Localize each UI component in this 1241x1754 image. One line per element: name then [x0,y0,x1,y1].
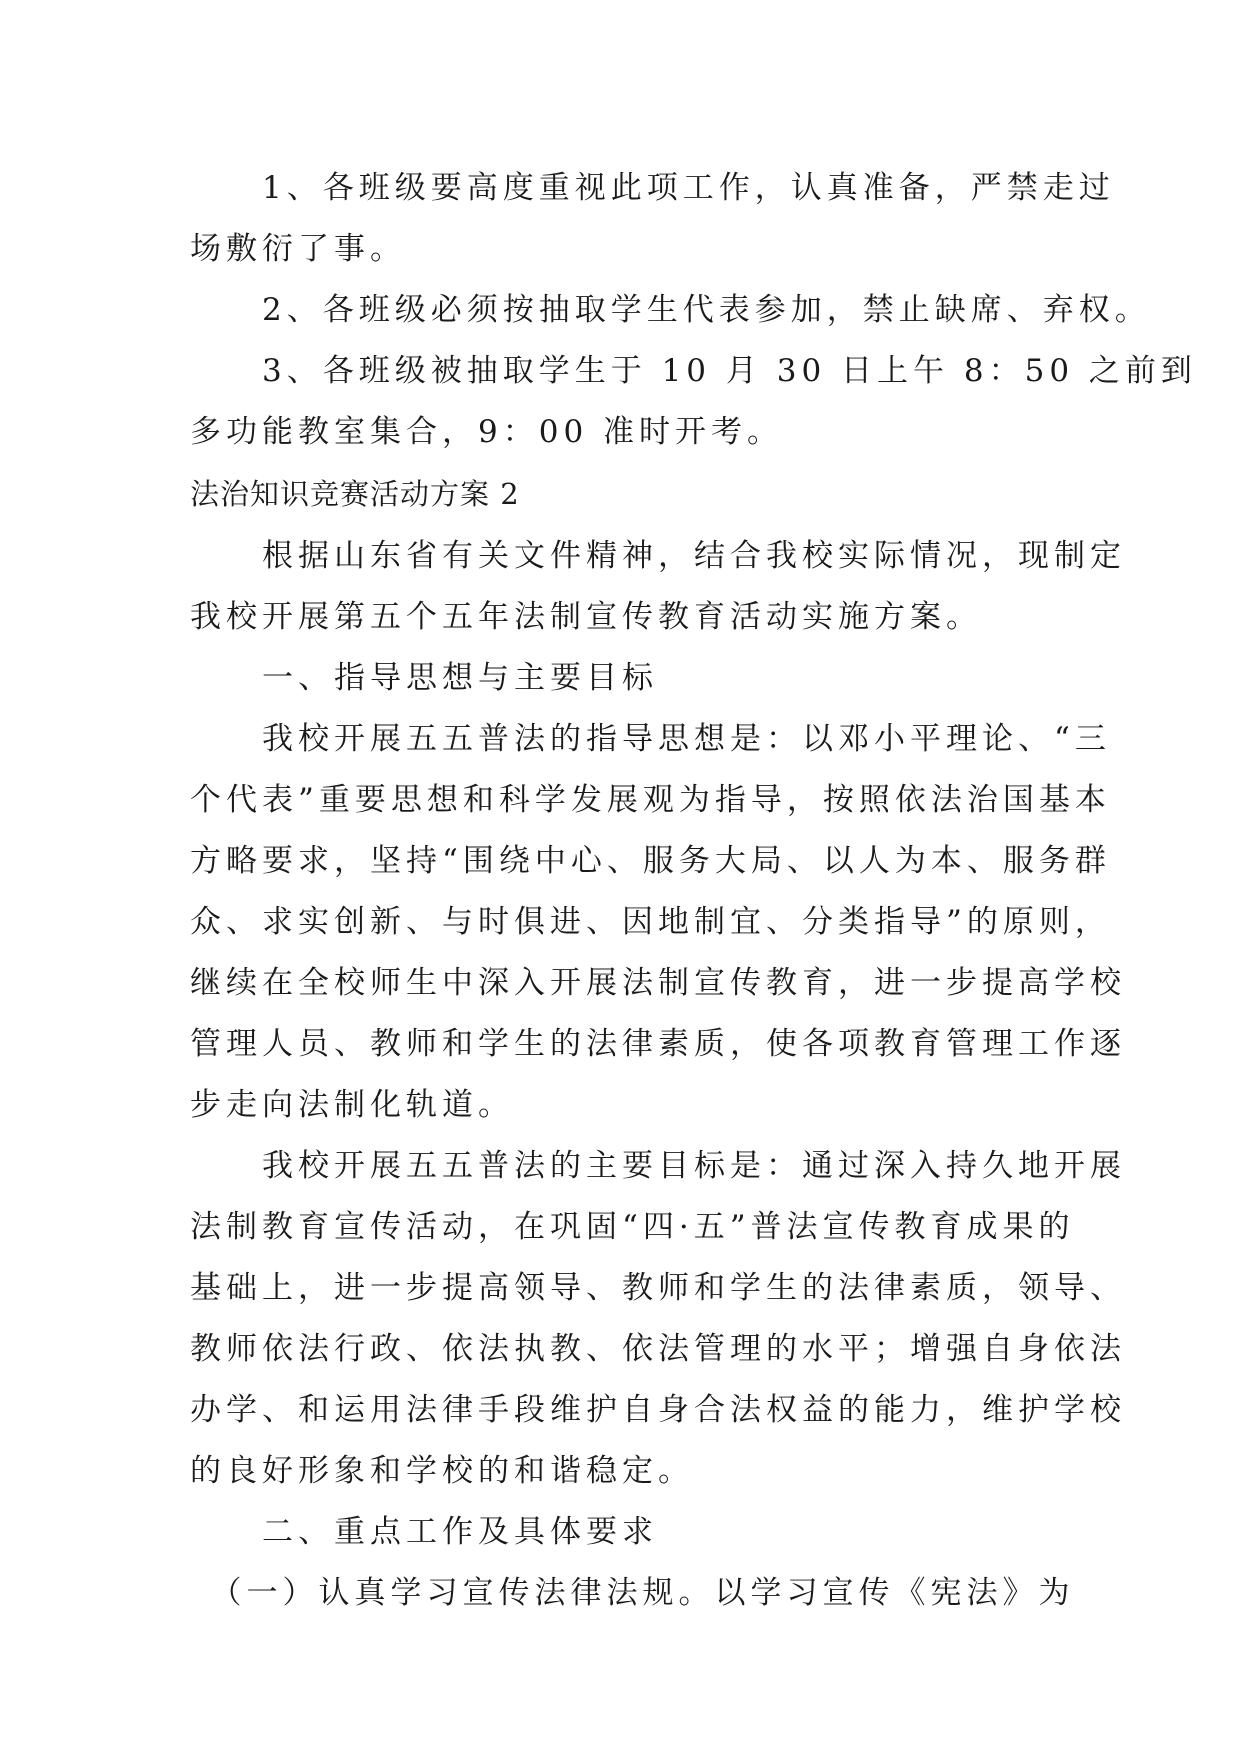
paragraph-line: 1、各班级要高度重视此项工作，认真准备，严禁走过 [190,170,1115,206]
paragraph-line: 个代表”重要思想和科学发展观为指导，按照依法治国基本 [190,782,1111,818]
paragraph-line: 办学、和运用法律手段维护自身合法权益的能力，维护学校 [190,1392,1126,1428]
paragraph-line: 管理人员、教师和学生的法律素质，使各项教育管理工作逐 [190,1026,1126,1062]
paragraph-line: 3、各班级被抽取学生于 10 月 30 日上午 8：50 之前到 [190,353,1197,389]
paragraph-line: 我校开展第五个五年法制宣传教育活动实施方案。 [190,599,982,635]
paragraph-line: 方略要求，坚持“围绕中心、服务大局、以人为本、服务群 [190,843,1111,879]
paragraph-line: 根据山东省有关文件精神，结合我校实际情况，现制定 [190,538,1126,574]
paragraph-line: 我校开展五五普法的指导思想是：以邓小平理论、“三 [190,721,1111,757]
heading-line: 二、重点工作及具体要求 [190,1514,658,1550]
paragraph-line: 众、求实创新、与时俱进、因地制宜、分类指导”的原则， [190,904,1111,940]
paragraph-line: 法制教育宣传活动，在巩固“四·五”普法宣传教育成果的 [190,1209,1075,1245]
paragraph-line: 我校开展五五普法的主要目标是：通过深入持久地开展 [190,1148,1126,1184]
paragraph-line: 2、各班级必须按抽取学生代表参加，禁止缺席、弃权。 [190,292,1151,328]
section-title: 法治知识竞赛活动方案 2 [190,477,520,511]
document-text-block [190,158,1197,1624]
paragraph-line: 场敷衍了事。 [190,231,406,267]
paragraph-line: 多功能教室集合，9：00 准时开考。 [190,414,784,450]
paragraph-line: 基础上，进一步提高领导、教师和学生的法律素质，领导、 [190,1270,1126,1306]
paragraph-line: 教师依法行政、依法执教、依法管理的水平；增强自身依法 [190,1331,1126,1367]
paragraph-line: 步走向法制化轨道。 [190,1087,514,1123]
heading-line: 一、指导思想与主要目标 [190,660,658,696]
paragraph-line: 的良好形象和学校的和谐稳定。 [190,1453,694,1489]
paragraph-line: （一）认真学习宣传法律法规。以学习宣传《宪法》为 [190,1575,1075,1611]
paragraph-line: 继续在全校师生中深入开展法制宣传教育，进一步提高学校 [190,965,1126,1001]
